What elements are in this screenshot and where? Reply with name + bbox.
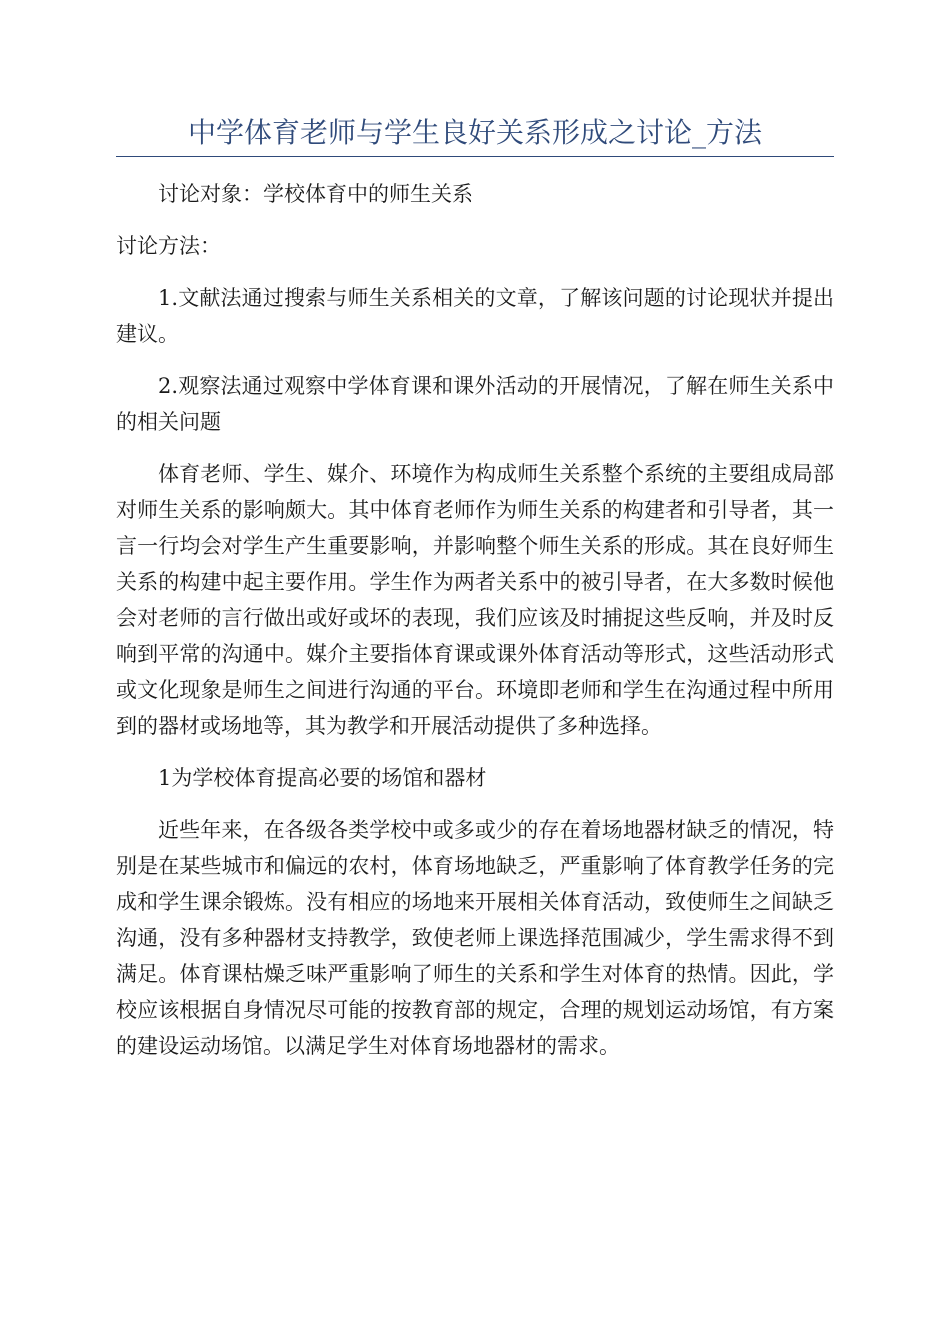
paragraph-method-literature: 1.文献法通过搜索与师生关系相关的文章，了解该问题的讨论现状并提出建议。 — [116, 286, 834, 346]
paragraph-methods-heading: 讨论方法： — [116, 234, 221, 258]
paragraph-system-components: 体育老师、学生、媒介、环境作为构成师生关系整个系统的主要组成局部对师生关系的影响颇大。其中体育老师作为师生关系的构建者和引导者，其一言一行均会对学生产生重要影响，并影响整个师生关系的形成。其在良好师生关系的构建中起主要作用。学生作为两者关系中的被引导者，在大多数时候他会对老师的言行做出或好或坏的表现，我们应该及时捕捉这些反响，并及时反响到平常的沟通中。媒介主要指体育课或课外体育活动等形式，这些活动形式或文化现象是师生之间进行沟通的平台。环境即老师和学生在沟通过程中所用到的器材或场地等，其为教学和开展活动提供了多种选择。 — [116, 462, 834, 738]
title-block — [116, 112, 834, 157]
paragraph-subject: 讨论对象：学校体育中的师生关系 — [158, 182, 473, 206]
document-title: 中学体育老师与学生良好关系形成之讨论_方法 — [187, 116, 762, 149]
paragraph-section-heading: 1为学校体育提高必要的场馆和器材 — [158, 766, 487, 790]
document-body — [116, 176, 834, 1080]
paragraph-method-observation: 2.观察法通过观察中学体育课和课外活动的开展情况，了解在师生关系中的相关问题 — [116, 374, 834, 434]
paragraph-facilities: 近些年来，在各级各类学校中或多或少的存在着场地器材缺乏的情况，特别是在某些城市和偏远的农村，体育场地缺乏，严重影响了体育教学任务的完成和学生课余锻炼。没有相应的场地来开展相关体育活动，致使师生之间缺乏沟通，没有多种器材支持教学，致使老师上课选择范围减少，学生需求得不到满足。体育课枯燥乏味严重影响了师生的关系和学生对体育的热情。因此，学校应该根据自身情况尽可能的按教育部的规定，合理的规划运动场馆，有方案的建设运动场馆。以满足学生对体育场地器材的需求。 — [116, 818, 834, 1058]
